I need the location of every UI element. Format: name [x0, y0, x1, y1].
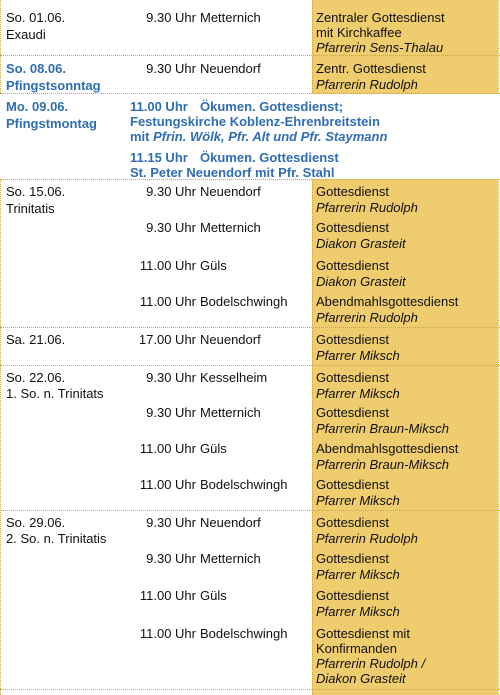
service-time: 17.00 Uhr [138, 332, 196, 347]
service-time: 9.30 Uhr [146, 405, 196, 420]
service-person: Pfarrerin Sens-Thalau [316, 40, 444, 55]
service-type: Gottesdienst [316, 220, 389, 235]
service-type: Gottesdienst [316, 405, 389, 420]
service-type: Zentraler Gottesdienst [316, 10, 445, 25]
service-time: 9.30 Uhr [146, 184, 196, 199]
service-type: Gottesdienst mit [316, 626, 410, 641]
service-person: Pfarrer Miksch [316, 604, 400, 619]
service-place: Metternich [200, 220, 261, 235]
service-time: 11.00 Uhr [139, 477, 196, 492]
row-divider [0, 689, 500, 690]
service-type: Gottesdienst [316, 258, 389, 273]
service-person: Pfarrer Miksch [316, 386, 400, 401]
special-location: Festungskirche Koblenz-Ehrenbreitstein [130, 114, 380, 129]
row-divider [0, 365, 500, 366]
service-date: So. 08.06. [6, 61, 66, 76]
service-person: Diakon Grasteit [316, 236, 406, 251]
service-type: Abendmahlsgottesdienst [316, 441, 459, 456]
row-divider [0, 179, 500, 180]
service-time: 9.30 Uhr [146, 370, 196, 385]
special-title: Ökumen. Gottesdienst; [200, 99, 344, 114]
service-date: So. 22.06. [6, 370, 66, 385]
service-time: 9.30 Uhr [146, 220, 196, 235]
service-type-line2: mit Kirchkaffee [316, 25, 402, 40]
service-place: Kesselheim [200, 370, 268, 385]
service-place: Metternich [200, 405, 261, 420]
service-type: Abendmahlsgottesdienst [316, 294, 459, 309]
service-date: So. 29.06. [6, 515, 66, 530]
service-place: Güls [200, 258, 227, 273]
service-date: So. 01.06. [6, 10, 66, 25]
service-place: Bodelschwingh [200, 477, 288, 492]
service-person: Pfarrerin Braun-Miksch [316, 457, 449, 472]
service-person: Pfarrerin Rudolph [316, 531, 418, 546]
special-participants-names: Pfrin. Wölk, Pfr. Alt und Pfr. Staymann [153, 129, 388, 144]
service-type: Gottesdienst [316, 184, 389, 199]
service-day: Pfingstsonntag [6, 78, 101, 93]
service-time: 11.00 Uhr [139, 588, 196, 603]
service-person: Pfarrer Miksch [316, 493, 400, 508]
row-divider [0, 510, 500, 511]
service-type: Gottesdienst [316, 588, 389, 603]
service-place: Metternich [200, 551, 261, 566]
service-place: Bodelschwingh [200, 294, 288, 309]
service-day: Pfingstmontag [6, 116, 97, 131]
service-place: Neuendorf [200, 515, 261, 530]
service-place: Neuendorf [200, 61, 261, 76]
special-title: Ökumen. Gottesdienst [200, 150, 339, 165]
service-place: Neuendorf [200, 184, 261, 199]
service-person: Pfarrerin Rudolph [316, 200, 418, 215]
service-person: Diakon Grasteit [316, 274, 406, 289]
service-type: Gottesdienst [316, 370, 389, 385]
service-person: Pfarrerin Rudolph [316, 310, 418, 325]
service-person: Pfarrer Miksch [316, 567, 400, 582]
special-time: 11.00 Uhr [130, 99, 188, 114]
service-place: Metternich [200, 10, 261, 25]
service-day: Trinitatis [6, 201, 55, 216]
service-place: Neuendorf [200, 332, 261, 347]
service-type: Gottesdienst [316, 332, 389, 347]
service-time: 11.00 Uhr [139, 258, 196, 273]
service-day: 1. So. n. Trinitats [6, 386, 104, 401]
special-time: 11.15 Uhr [130, 150, 188, 165]
special-participants-prefix: mit [130, 129, 154, 144]
service-place: Bodelschwingh [200, 626, 288, 641]
service-place: Güls [200, 588, 227, 603]
service-type: Gottesdienst [316, 551, 389, 566]
service-time: 9.30 Uhr [146, 551, 196, 566]
service-type: Gottesdienst [316, 515, 389, 530]
service-person: Pfarrer Miksch [316, 348, 400, 363]
service-type: Zentr. Gottesdienst [316, 61, 426, 76]
service-day: Exaudi [6, 27, 46, 42]
service-time: 11.00 Uhr [139, 294, 196, 309]
service-day: 2. So. n. Trinitatis [6, 531, 107, 546]
service-person-line2: Diakon Grasteit [316, 671, 406, 686]
service-date: Sa. 21.06. [6, 332, 66, 347]
service-time: 9.30 Uhr [146, 61, 196, 76]
service-time: 11.00 Uhr [139, 626, 196, 641]
service-time: 11.00 Uhr [139, 441, 196, 456]
row-divider [0, 55, 500, 56]
service-time: 9.30 Uhr [146, 10, 196, 25]
service-date: So. 15.06. [6, 184, 66, 199]
service-place: Güls [200, 441, 227, 456]
special-location: St. Peter Neuendorf mit Pfr. Stahl [130, 165, 335, 180]
service-date: Mo. 09.06. [6, 99, 69, 114]
service-type-line2: Konfirmanden [316, 641, 397, 656]
service-person: Pfarrerin Rudolph [316, 77, 418, 92]
service-person: Pfarrerin Braun-Miksch [316, 421, 449, 436]
special-participants [130, 129, 387, 145]
row-divider [0, 327, 500, 328]
service-type: Gottesdienst [316, 477, 389, 492]
service-time: 9.30 Uhr [146, 515, 196, 530]
service-person: Pfarrerin Rudolph / [316, 656, 426, 671]
